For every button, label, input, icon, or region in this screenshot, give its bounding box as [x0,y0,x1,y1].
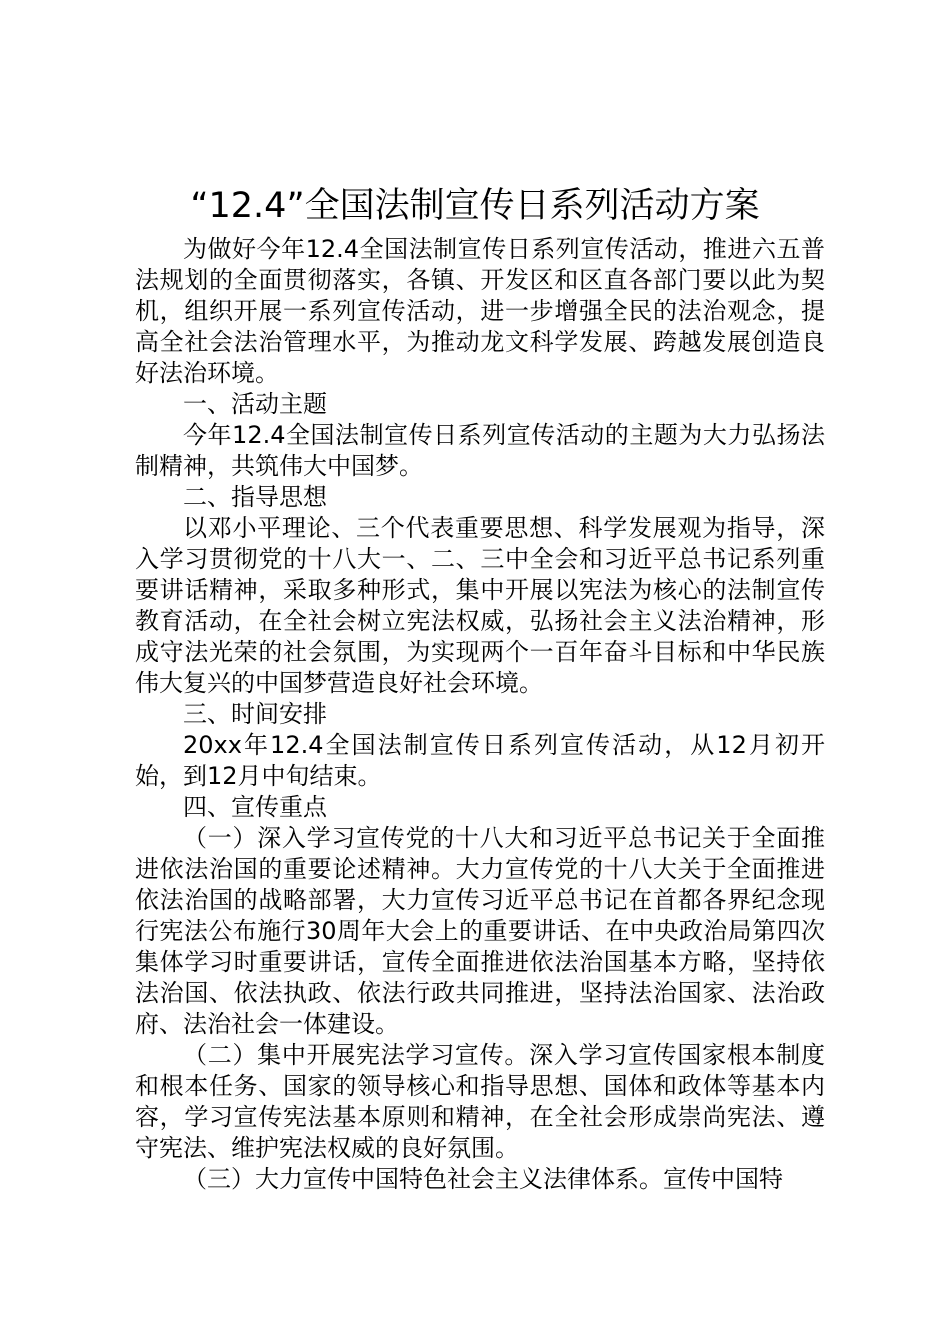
focus-item-2: （二）集中开展宪法学习宣传。深入学习宣传国家根本制度和根本任务、国家的领导核心和指导思想、国体和政体等基本内容，学习宣传宪法基本原则和精神，在全社会形成崇尚宪法、遵守宪法、维护宪法权威的良好氛围。 [135,1041,825,1162]
section-heading-schedule: 三、时间安排 [183,700,327,728]
section-heading-guiding-ideology: 二、指导思想 [183,483,327,511]
intro-paragraph: 为做好今年12.4全国法制宣传日系列宣传活动，推进六五普法规划的全面贯彻落实，各镇、开发区和区直各部门要以此为契机，组织开展一系列宣传活动，进一步增强全民的法治观念，提高全社会法治管理水平，为推动龙文科学发展、跨越发展创造良好法治环境。 [135,235,825,387]
theme-paragraph: 今年12.4全国法制宣传日系列宣传活动的主题为大力弘扬法制精神，共筑伟大中国梦。 [135,421,825,480]
section-heading-theme: 一、活动主题 [183,390,327,418]
document-title: “12.4”全国法制宣传日系列活动方案 [190,186,760,226]
section-heading-focus: 四、宣传重点 [183,793,327,821]
focus-item-1: （一）深入学习宣传党的十八大和习近平总书记关于全面推进依法治国的重要论述精神。大力宣传党的十八大关于全面推进依法治国的战略部署，大力宣传习近平总书记在首都各界纪念现行宪法公布施行30周年大会上的重要讲话、在中央政治局第四次集体学习时重要讲话，宣传全面推进依法治国基本方略，坚持依法治国、依法执政、依法行政共同推进，坚持法治国家、法治政府、法治社会一体建设。 [135,824,825,1038]
document-body [135,234,825,1195]
schedule-paragraph: 20xx年12.4全国法制宣传日系列宣传活动，从12月初开始，到12月中旬结束。 [135,731,825,790]
guiding-ideology-paragraph: 以邓小平理论、三个代表重要思想、科学发展观为指导，深入学习贯彻党的十八大一、二、三中全会和习近平总书记系列重要讲话精神，采取多种形式，集中开展以宪法为核心的法制宣传教育活动，在全社会树立宪法权威，弘扬社会主义法治精神，形成守法光荣的社会氛围，为实现两个一百年奋斗目标和中华民族伟大复兴的中国梦营造良好社会环境。 [135,514,825,697]
focus-item-3: （三）大力宣传中国特色社会主义法律体系。宣传中国特 [183,1165,783,1193]
